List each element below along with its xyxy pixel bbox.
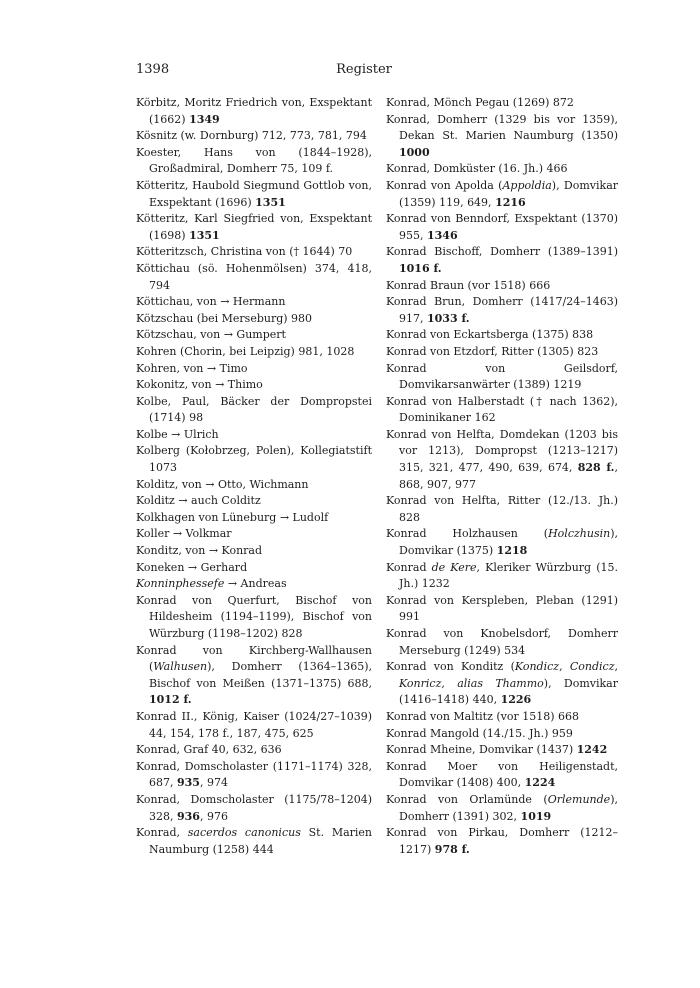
entry-text: ), Domherr (1391) 302, bbox=[399, 792, 618, 823]
index-entry bbox=[136, 244, 372, 261]
index-entry bbox=[136, 377, 372, 394]
index-entry bbox=[136, 394, 372, 427]
index-entry bbox=[136, 759, 372, 792]
italic-text: Konninphessefe bbox=[136, 577, 225, 591]
entry-text: Konrad, Domscholaster (1175/78–1204) 328, bbox=[136, 792, 372, 823]
page-ref-bold: 1242 bbox=[576, 743, 608, 757]
entry-text: Konrad Mheine, Domvikar (1437) bbox=[386, 743, 577, 757]
index-entry bbox=[386, 759, 618, 792]
entry-text: St. Marien Naumburg (1258) 444 bbox=[149, 826, 373, 856]
running-title: Register bbox=[336, 62, 392, 77]
entry-text: Konrad Braun (vor 1518) 666 bbox=[386, 278, 551, 292]
entry-text: Kolditz, von → Otto, Wichmann bbox=[136, 477, 309, 491]
index-entry bbox=[136, 95, 372, 128]
index-entry bbox=[136, 825, 372, 858]
entry-text: Köttichau (sö. Hohenmölsen) 374, 418, 794 bbox=[136, 261, 372, 292]
entry-text: Kötteritz, Haubold Siegmund Gottlob von, Exspektant (1696) bbox=[136, 178, 372, 209]
index-entry bbox=[386, 112, 618, 162]
italic-text: Holczhusin bbox=[548, 527, 611, 541]
index-entry bbox=[136, 493, 372, 510]
entry-text: Kötzschau (bei Merseburg) 980 bbox=[136, 311, 313, 325]
entry-text: Konrad von Helfta, Domdekan (1203 bis vor 1213), Dompropst (1213–1217) 315, 321, 477, 490, 639, 674, bbox=[386, 427, 618, 475]
entry-text: Kokonitz, von → Thimo bbox=[136, 378, 263, 392]
index-entry bbox=[136, 178, 372, 211]
entry-text: Konrad, Domscholaster (1171–1174) 328, 687, bbox=[136, 759, 372, 790]
page-ref-bold: 1000 bbox=[399, 145, 430, 159]
page-ref-bold: 1351 bbox=[189, 228, 220, 242]
index-entry bbox=[386, 593, 618, 626]
page-ref-bold: 1349 bbox=[189, 112, 220, 126]
index-entry bbox=[136, 211, 372, 244]
entry-text: Kösnitz (w. Dornburg) 712, 773, 781, 794 bbox=[136, 129, 367, 143]
index-entry bbox=[136, 526, 372, 543]
entry-text: Konrad von Knobelsdorf, Domherr Merseburg (1249) 534 bbox=[386, 627, 618, 657]
index-entry bbox=[136, 361, 372, 378]
entry-text: Konditz, von → Konrad bbox=[136, 544, 263, 558]
index-entry bbox=[386, 560, 618, 593]
italic-text: Appoldia bbox=[502, 178, 552, 192]
index-entry bbox=[386, 742, 618, 759]
page-ref-bold: 1346 bbox=[427, 228, 458, 242]
index-entry bbox=[386, 95, 618, 112]
index-entry bbox=[136, 593, 372, 643]
index-column-right bbox=[386, 95, 618, 858]
index-column-left bbox=[136, 95, 372, 858]
italic-text: Orlemunde bbox=[547, 792, 611, 806]
entry-text: → Andreas bbox=[224, 577, 287, 591]
entry-text: Konrad von Querfurt, Bischof von Hildesheim (1194–1199), Bischof von Würzburg (1198–1202) 828 bbox=[136, 593, 372, 640]
entry-text: Köttichau, von → Hermann bbox=[136, 295, 286, 309]
entry-text: Konrad von Kirchberg-Wallhausen ( bbox=[136, 643, 372, 674]
italic-text: sacerdos canonicus bbox=[187, 826, 301, 840]
entry-text: Konrad Mangold (14./15. Jh.) 959 bbox=[386, 726, 573, 740]
index-entry bbox=[386, 244, 618, 277]
entry-text: Kolditz → auch Colditz bbox=[136, 494, 261, 508]
index-entry bbox=[136, 427, 372, 444]
entry-text: Konrad von Orlamünde ( bbox=[386, 792, 548, 806]
entry-text: ), Domherr (1364–1365), Bischof von Meißen (1371–1375) 688, bbox=[149, 660, 372, 690]
index-entry bbox=[386, 361, 618, 394]
page-ref-bold: 1224 bbox=[524, 776, 556, 790]
entry-text: Konrad, Mönch Pegau (1269) 872 bbox=[386, 96, 574, 109]
index-entry bbox=[386, 161, 618, 178]
index-entry bbox=[136, 543, 372, 560]
index-entry bbox=[136, 327, 372, 344]
entry-text: Konrad von Etzdorf, Ritter (1305) 823 bbox=[386, 344, 599, 358]
page-ref-bold: 1033 f. bbox=[427, 311, 470, 325]
index-entry bbox=[386, 344, 618, 361]
entry-text: Konrad Moer von Heiligenstadt, Domvikar (1408) 400, bbox=[386, 759, 618, 790]
index-entry bbox=[136, 443, 372, 476]
entry-text: Konrad, Domherr (1329 bis vor 1359), Dekan St. Marien Naumburg (1350) bbox=[386, 112, 618, 143]
entry-text: Kolkhagen von Lüneburg → Ludolf bbox=[136, 510, 329, 524]
entry-text: Konrad bbox=[386, 560, 432, 574]
index-entry bbox=[386, 626, 618, 659]
entry-text: Konrad, bbox=[136, 826, 188, 840]
entry-text: ), Domvikar (1416–1418) 440, bbox=[399, 676, 618, 707]
index-entry bbox=[386, 327, 618, 344]
entry-text: Konrad Holzhausen ( bbox=[386, 527, 549, 541]
entry-text: Konrad Brun, Domherr (1417/24–1463) 917, bbox=[386, 295, 618, 325]
index-entry bbox=[136, 294, 372, 311]
italic-text: Konricz bbox=[399, 676, 442, 690]
page-ref-bold: 828 f. bbox=[577, 461, 615, 475]
entry-text: Kolbe → Ulrich bbox=[136, 427, 219, 441]
index-entry bbox=[136, 510, 372, 527]
entry-text: , Kleriker Würzburg (15. Jh.) 1232 bbox=[399, 560, 619, 591]
index-entry bbox=[386, 211, 618, 244]
italic-text: alias Thammo bbox=[457, 676, 544, 690]
entry-text: , bbox=[559, 660, 570, 674]
entry-text: Koller → Volkmar bbox=[136, 527, 232, 541]
entry-text: , bbox=[441, 676, 458, 690]
page-ref-bold: 1016 f. bbox=[399, 261, 442, 275]
entry-text: ), Domvikar (1359) 119, 649, bbox=[399, 178, 619, 209]
entry-text: , bbox=[614, 660, 618, 674]
index-entry bbox=[136, 576, 372, 593]
entry-text: Kolbe, Paul, Bäcker der Dompropstei (1714) 98 bbox=[136, 394, 372, 425]
page-ref-bold: 1351 bbox=[255, 195, 286, 209]
entry-text: Konrad von Pirkau, Domherr (1212–1217) bbox=[386, 826, 618, 856]
index-entry bbox=[386, 278, 618, 295]
italic-text: de Kere bbox=[431, 560, 477, 574]
entry-text: Kolberg (Kołobrzeg, Polen), Kollegiatstift 1073 bbox=[136, 444, 372, 475]
index-entry bbox=[386, 825, 618, 858]
entry-text: , 868, 907, 977 bbox=[399, 461, 618, 491]
italic-text: Walhusen bbox=[153, 660, 208, 674]
index-entry bbox=[136, 560, 372, 577]
index-entry bbox=[136, 709, 372, 742]
page-ref-bold: 1216 bbox=[495, 195, 526, 209]
entry-text: Kötteritz, Karl Siegfried von, Exspektant (1698) bbox=[136, 212, 372, 242]
entry-text: Kötzschau, von → Gumpert bbox=[136, 328, 286, 342]
entry-text: Konrad von Benndorf, Exspektant (1370) 955, bbox=[386, 212, 618, 242]
index-entry bbox=[136, 742, 372, 759]
entry-text: Konrad von Helfta, Ritter (12./13. Jh.) 828 bbox=[386, 494, 618, 524]
entry-text: Konrad, Graf 40, 632, 636 bbox=[136, 743, 282, 757]
index-entry bbox=[386, 394, 618, 427]
page-ref-bold: 1019 bbox=[520, 809, 552, 823]
entry-text: Konrad von Halberstadt († nach 1362), Dominikaner 162 bbox=[386, 394, 618, 425]
entry-text: Konrad von Kerspleben, Pleban (1291) 991 bbox=[386, 593, 618, 624]
index-entry bbox=[136, 311, 372, 328]
index-entry bbox=[386, 792, 618, 825]
page-ref-bold: 935 bbox=[177, 776, 200, 790]
page-ref-bold: 978 f. bbox=[434, 842, 470, 856]
index-entry bbox=[386, 709, 618, 726]
index-entry bbox=[136, 643, 372, 709]
entry-text: Konrad von Geilsdorf, Domvikarsanwärter (1389) 1219 bbox=[386, 361, 618, 392]
entry-text: Konrad II., König, Kaiser (1024/27–1039) 44, 154, 178 f., 187, 475, 625 bbox=[136, 709, 372, 740]
page-ref-bold: 1226 bbox=[500, 693, 532, 707]
index-entry bbox=[136, 128, 372, 145]
italic-text: Kondicz bbox=[514, 660, 560, 674]
entry-text: Konrad von Konditz ( bbox=[386, 660, 515, 674]
entry-text: Kohren, von → Timo bbox=[136, 361, 248, 375]
entry-text: Koester, Hans von (1844–1928), Großadmiral, Domherr 75, 109 f. bbox=[136, 145, 372, 176]
index-entry bbox=[136, 344, 372, 361]
index-entry bbox=[136, 261, 372, 294]
entry-text: Kohren (Chorin, bei Leipzig) 981, 1028 bbox=[136, 344, 355, 358]
entry-text: Konrad von Eckartsberga (1375) 838 bbox=[386, 328, 594, 342]
index-entry bbox=[386, 659, 618, 709]
italic-text: Condicz bbox=[569, 660, 615, 674]
index-entry bbox=[136, 145, 372, 178]
page-number: 1398 bbox=[136, 62, 170, 77]
index-entry bbox=[136, 792, 372, 825]
index-entry bbox=[386, 726, 618, 743]
entry-text: Koneken → Gerhard bbox=[136, 560, 248, 574]
running-header bbox=[136, 62, 592, 80]
index-entry bbox=[386, 178, 618, 211]
entry-text: Konrad von Apolda ( bbox=[386, 178, 503, 192]
page-ref-bold: 936 bbox=[177, 809, 200, 823]
entry-text: Kötteritzsch, Christina von († 1644) 70 bbox=[136, 245, 353, 259]
entry-text: ), Domvikar (1375) bbox=[399, 527, 618, 558]
entry-text: Konrad Bischoff, Domherr (1389–1391) bbox=[386, 245, 618, 259]
index-entry bbox=[136, 477, 372, 494]
entry-text: , 976 bbox=[199, 809, 228, 823]
index-entry bbox=[386, 294, 618, 327]
page-ref-bold: 1012 f. bbox=[149, 693, 192, 707]
entry-text: Konrad von Maltitz (vor 1518) 668 bbox=[386, 709, 580, 723]
index-entry bbox=[386, 427, 618, 493]
index-entry bbox=[386, 493, 618, 526]
index-entry bbox=[386, 526, 618, 559]
entry-text: Körbitz, Moritz Friedrich von, Exspektant (1662) bbox=[136, 96, 372, 126]
entry-text: Konrad, Domküster (16. Jh.) 466 bbox=[386, 162, 568, 176]
entry-text: , 974 bbox=[199, 776, 228, 790]
page-ref-bold: 1218 bbox=[496, 544, 528, 558]
